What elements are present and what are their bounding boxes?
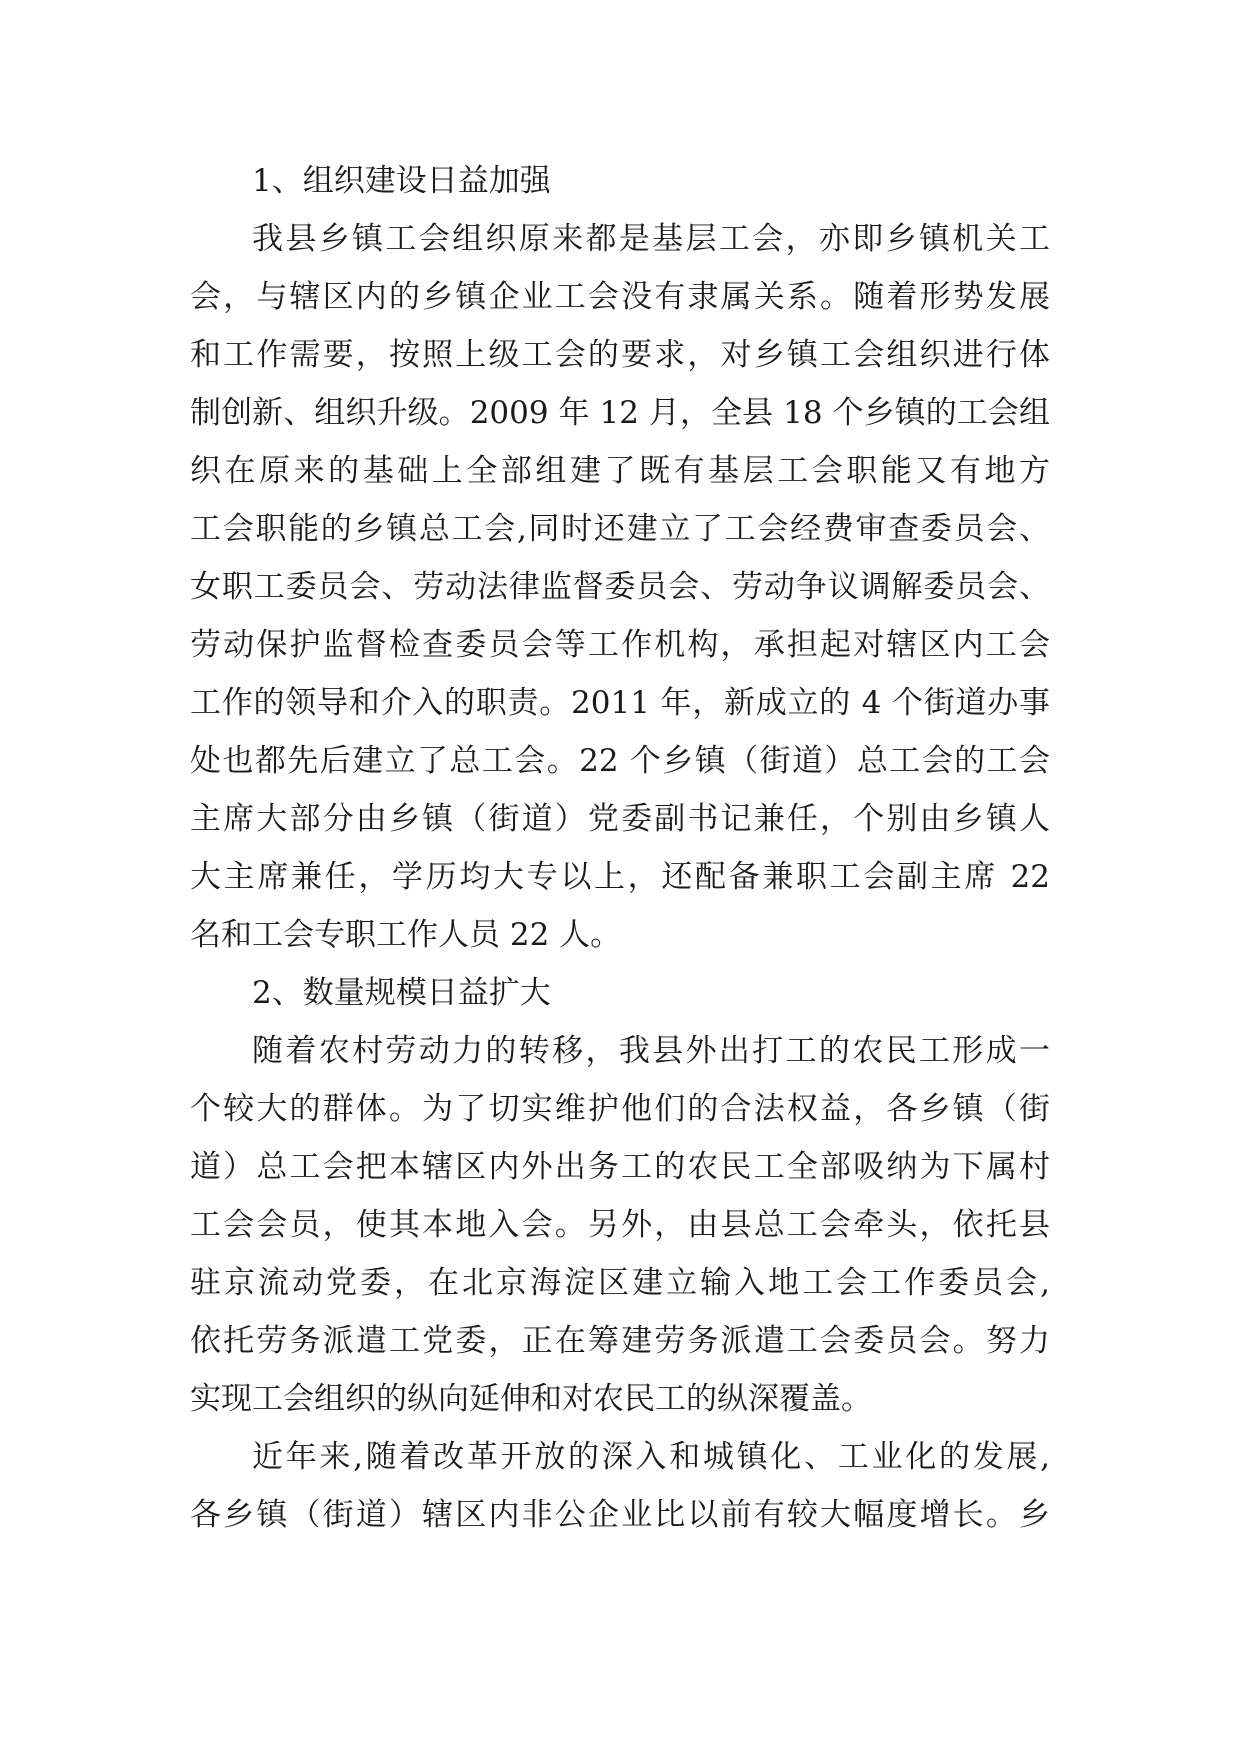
text-line: 1、组织建设日益加强 (252, 163, 551, 199)
text-line: 实现工会组织的纵向延伸和对农民工的纵深覆盖。 (190, 1381, 872, 1417)
text-line: 处也都先后建立了总工会。22 个乡镇（街道）总工会的工会 (190, 743, 1050, 779)
text-line: 和工作需要，按照上级工会的要求，对乡镇工会组织进行体 (190, 337, 1050, 373)
text-line: 会，与辖区内的乡镇企业工会没有隶属关系。随着形势发展 (190, 279, 1050, 315)
text-line: 各乡镇（街道）辖区内非公企业比以前有较大幅度增长。乡 (190, 1497, 1050, 1533)
text-line: 工会会员，使其本地入会。另外，由县总工会牵头，依托县 (190, 1207, 1050, 1243)
text-line: 随着农村劳动力的转移，我县外出打工的农民工形成一 (252, 1033, 1050, 1069)
text-line: 工作的领导和介入的职责。2011 年，新成立的 4 个街道办事 (190, 685, 1050, 721)
text-line: 驻京流动党委，在北京海淀区建立输入地工会工作委员会, (190, 1265, 1050, 1301)
text-line: 女职工委员会、劳动法律监督委员会、劳动争议调解委员会、 (190, 569, 1050, 605)
text-line: 工会职能的乡镇总工会,同时还建立了工会经费审查委员会、 (190, 511, 1050, 547)
text-line: 主席大部分由乡镇（街道）党委副书记兼任，个别由乡镇人 (190, 801, 1050, 837)
text-line: 我县乡镇工会组织原来都是基层工会，亦即乡镇机关工 (252, 221, 1050, 257)
text-line: 名和工会专职工作人员 22 人。 (190, 917, 622, 953)
text-line: 劳动保护监督检查委员会等工作机构，承担起对辖区内工会 (190, 627, 1050, 663)
text-line: 织在原来的基础上全部组建了既有基层工会职能又有地方 (190, 453, 1050, 489)
text-line: 个较大的群体。为了切实维护他们的合法权益，各乡镇（街 (190, 1091, 1050, 1127)
text-line: 制创新、组织升级。2009 年 12 月，全县 18 个乡镇的工会组 (190, 395, 1050, 431)
text-line: 依托劳务派遣工党委，正在筹建劳务派遣工会委员会。努力 (190, 1323, 1050, 1359)
document-body (190, 152, 1050, 1544)
text-line: 2、数量规模日益扩大 (252, 975, 551, 1011)
text-line: 道）总工会把本辖区内外出务工的农民工全部吸纳为下属村 (190, 1149, 1050, 1185)
text-line: 近年来,随着改革开放的深入和城镇化、工业化的发展, (252, 1439, 1050, 1475)
text-line: 大主席兼任，学历均大专以上，还配备兼职工会副主席 22 (190, 859, 1050, 895)
